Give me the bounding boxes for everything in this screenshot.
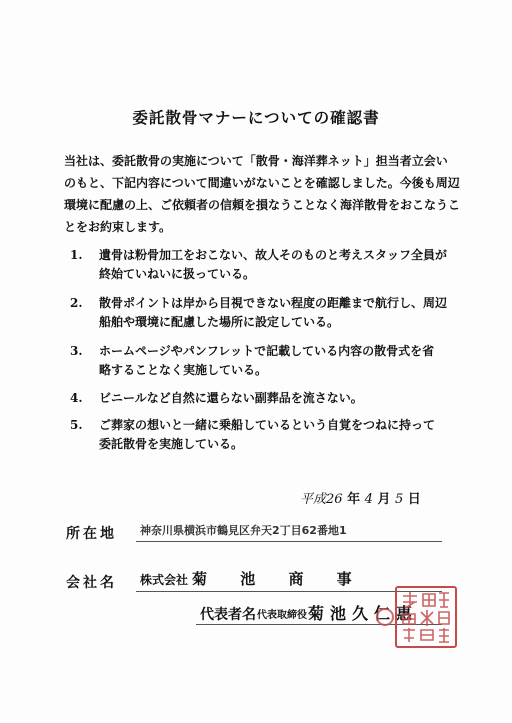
company-prefix: 株式会社 bbox=[140, 573, 189, 587]
company-name: 菊 池 商 事 bbox=[192, 570, 366, 588]
company-seal-icon bbox=[395, 586, 457, 648]
date-day: 5 bbox=[394, 492, 404, 507]
item-number: 5. bbox=[70, 418, 83, 432]
item-line: 散骨ポイントは岸から目視できない程度の距離まで航行し、周辺 bbox=[99, 296, 448, 310]
item-number: 3. bbox=[70, 344, 83, 358]
item-number: 2. bbox=[70, 296, 83, 310]
intro-paragraph bbox=[64, 150, 461, 238]
date-month: 4 bbox=[364, 492, 373, 507]
intro-line: 環境に配慮の上、ご依頼者の信頼を損なうことなく海洋散骨をおこなうこ bbox=[64, 198, 461, 212]
item-line: 委託散骨を実施している。 bbox=[99, 437, 244, 451]
item-number: 4. bbox=[70, 391, 83, 405]
representative-label: 代表者名 bbox=[200, 607, 256, 623]
signature-date bbox=[300, 488, 421, 507]
address-underline bbox=[136, 541, 442, 542]
representative-name: 菊池久仁惠 bbox=[308, 604, 419, 623]
item-line: 船舶や環境に配慮した場所に設定している。 bbox=[99, 315, 340, 329]
item-line: ホームページやパンフレットで記載している内容の散骨式を省 bbox=[99, 344, 435, 358]
date-month-suffix: 月 bbox=[377, 492, 391, 507]
date-year-suffix: 年 bbox=[347, 492, 361, 507]
seal-pattern-icon bbox=[397, 588, 455, 646]
address-label: 所在地 bbox=[66, 526, 117, 542]
item-text bbox=[99, 416, 464, 454]
stamp-mark-icon bbox=[376, 608, 394, 626]
item-text bbox=[99, 342, 464, 380]
date-day-suffix: 日 bbox=[407, 492, 421, 507]
item-text bbox=[99, 294, 464, 332]
date-era-year: 平成26 bbox=[300, 492, 343, 507]
item-text bbox=[99, 389, 464, 408]
item-line: 略することなく実施している。 bbox=[99, 363, 268, 377]
item-line: ご葬家の想いと一緒に乗船しているという自覚をつねに持って bbox=[99, 418, 436, 432]
item-line: 終始ていねいに扱っている。 bbox=[99, 267, 256, 281]
address-value: 神奈川県横浜市鶴見区弁天2丁目62番地1 bbox=[140, 524, 347, 537]
intro-line: のもと、下記内容について間違いがないことを確認しました。今後も周辺 bbox=[64, 176, 460, 190]
item-text bbox=[99, 246, 464, 284]
representative-title: 代表取締役 bbox=[257, 610, 307, 621]
item-number: 1. bbox=[70, 248, 83, 262]
company-label: 会社名 bbox=[66, 575, 117, 591]
intro-line: とをお約束します。 bbox=[64, 220, 172, 234]
intro-line: 当社は、委託散骨の実施について「散骨・海洋葬ネット」担当者立会い bbox=[64, 154, 448, 168]
item-line: ビニールなど自然に還らない副葬品を流さない。 bbox=[99, 391, 363, 405]
item-line: 遺骨は粉骨加工をおこない、故人そのものと考えスタッフ全員が bbox=[99, 248, 448, 262]
document-title: 委託散骨マナーについての確認書 bbox=[132, 108, 380, 127]
